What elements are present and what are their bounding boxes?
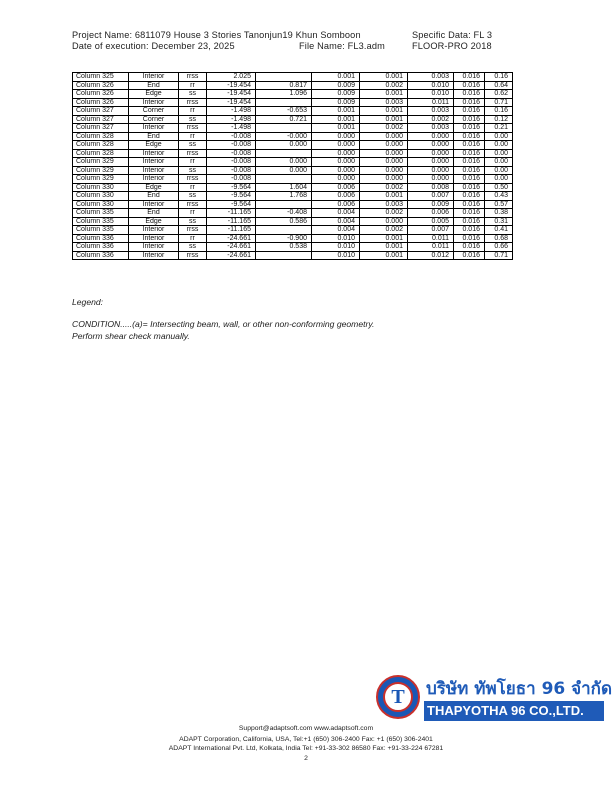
cell-stress-total: 0.007 — [408, 192, 454, 201]
specific-data: Specific Data: FL 3 — [412, 30, 493, 40]
cell-stress-b: 0.001 — [360, 73, 408, 82]
cell-factored-force: -9.564 — [207, 183, 256, 192]
cell-moment — [256, 175, 312, 184]
cell-stress-a: 0.000 — [312, 141, 360, 150]
page-number: 2 — [304, 755, 308, 762]
cell-moment: 0.586 — [256, 217, 312, 226]
cell-stress-a: 0.010 — [312, 251, 360, 260]
cell-column-id: Column 330 — [73, 192, 129, 201]
cell-moment — [256, 98, 312, 107]
cell-stress-total: 0.000 — [408, 132, 454, 141]
cell-factored-force: -0.008 — [207, 175, 256, 184]
cell-allowable: 0.016 — [454, 200, 485, 209]
cell-stress-a: 0.009 — [312, 98, 360, 107]
cell-column-id: Column 330 — [73, 200, 129, 209]
cell-moment — [256, 200, 312, 209]
cell-ratio: 0.64 — [485, 81, 513, 90]
cell-location: Interior — [129, 226, 179, 235]
legend-instruction: Perform shear check manually. — [72, 331, 190, 341]
cell-stress-b: 0.000 — [360, 132, 408, 141]
cell-ratio: 0.00 — [485, 166, 513, 175]
cell-factored-force: -0.008 — [207, 158, 256, 167]
cell-direction: ss — [179, 90, 207, 99]
cell-direction: rrss — [179, 124, 207, 133]
table-row — [73, 98, 513, 107]
cell-ratio: 0.50 — [485, 183, 513, 192]
cell-location: End — [129, 192, 179, 201]
cell-stress-b: 0.002 — [360, 209, 408, 218]
file-name: File Name: FL3.adm — [299, 41, 385, 51]
cell-direction: rrss — [179, 175, 207, 184]
cell-moment: 0.000 — [256, 141, 312, 150]
cell-direction: rr — [179, 132, 207, 141]
cell-direction: ss — [179, 243, 207, 252]
cell-location: Edge — [129, 90, 179, 99]
cell-ratio: 0.21 — [485, 124, 513, 133]
cell-location: Edge — [129, 141, 179, 150]
software-version: FLOOR-PRO 2018 — [412, 41, 492, 51]
cell-stress-total: 0.005 — [408, 217, 454, 226]
cell-allowable: 0.016 — [454, 124, 485, 133]
table-row — [73, 90, 513, 99]
table-row — [73, 107, 513, 116]
cell-location: Interior — [129, 243, 179, 252]
cell-stress-b: 0.001 — [360, 192, 408, 201]
cell-moment: 0.538 — [256, 243, 312, 252]
cell-moment — [256, 149, 312, 158]
table-row — [73, 217, 513, 226]
logo-emblem — [376, 675, 420, 719]
cell-column-id: Column 335 — [73, 226, 129, 235]
cell-location: Edge — [129, 183, 179, 192]
project-name: Project Name: 6811079 House 3 Stories Tanonjun19 Khun Somboon — [72, 30, 361, 40]
cell-ratio: 0.62 — [485, 90, 513, 99]
cell-stress-a: 0.004 — [312, 226, 360, 235]
cell-stress-b: 0.002 — [360, 226, 408, 235]
cell-stress-a: 0.010 — [312, 243, 360, 252]
cell-stress-a: 0.006 — [312, 183, 360, 192]
table-row — [73, 209, 513, 218]
cell-ratio: 0.57 — [485, 200, 513, 209]
cell-stress-b: 0.003 — [360, 98, 408, 107]
cell-stress-b: 0.001 — [360, 234, 408, 243]
cell-stress-a: 0.010 — [312, 234, 360, 243]
cell-ratio: 0.16 — [485, 73, 513, 82]
cell-stress-b: 0.002 — [360, 124, 408, 133]
table-row — [73, 73, 513, 82]
cell-factored-force: -24.661 — [207, 243, 256, 252]
cell-allowable: 0.016 — [454, 243, 485, 252]
table-row — [73, 183, 513, 192]
cell-direction: rr — [179, 81, 207, 90]
cell-moment: -0.653 — [256, 107, 312, 116]
cell-direction: rrss — [179, 98, 207, 107]
cell-stress-a: 0.000 — [312, 166, 360, 175]
cell-location: Interior — [129, 234, 179, 243]
cell-direction: rrss — [179, 149, 207, 158]
cell-column-id: Column 328 — [73, 149, 129, 158]
execution-date: Date of execution: December 23, 2025 — [72, 41, 235, 51]
cell-stress-total: 0.008 — [408, 183, 454, 192]
table-row — [73, 175, 513, 184]
cell-stress-a: 0.001 — [312, 73, 360, 82]
cell-direction: ss — [179, 192, 207, 201]
cell-stress-a: 0.001 — [312, 115, 360, 124]
cell-ratio: 0.41 — [485, 226, 513, 235]
cell-ratio: 0.00 — [485, 132, 513, 141]
cell-location: Interior — [129, 158, 179, 167]
cell-moment: 0.000 — [256, 158, 312, 167]
cell-stress-a: 0.001 — [312, 107, 360, 116]
cell-direction: rr — [179, 234, 207, 243]
cell-allowable: 0.016 — [454, 209, 485, 218]
cell-stress-a: 0.004 — [312, 217, 360, 226]
cell-allowable: 0.016 — [454, 158, 485, 167]
cell-location: Interior — [129, 73, 179, 82]
cell-stress-b: 0.000 — [360, 166, 408, 175]
cell-ratio: 0.71 — [485, 251, 513, 260]
cell-factored-force: 2.025 — [207, 73, 256, 82]
cell-column-id: Column 335 — [73, 217, 129, 226]
cell-allowable: 0.016 — [454, 183, 485, 192]
cell-allowable: 0.016 — [454, 90, 485, 99]
cell-column-id: Column 336 — [73, 234, 129, 243]
cell-stress-b: 0.000 — [360, 217, 408, 226]
cell-location: Interior — [129, 166, 179, 175]
cell-stress-total: 0.007 — [408, 226, 454, 235]
cell-moment: 0.817 — [256, 81, 312, 90]
cell-direction: rr — [179, 158, 207, 167]
cell-moment — [256, 124, 312, 133]
cell-stress-b: 0.000 — [360, 149, 408, 158]
cell-factored-force: -0.008 — [207, 166, 256, 175]
cell-stress-total: 0.003 — [408, 73, 454, 82]
cell-stress-total: 0.000 — [408, 166, 454, 175]
table-row — [73, 166, 513, 175]
cell-stress-b: 0.002 — [360, 81, 408, 90]
cell-allowable: 0.016 — [454, 175, 485, 184]
cell-stress-total: 0.011 — [408, 234, 454, 243]
cell-moment: 1.096 — [256, 90, 312, 99]
cell-stress-total: 0.000 — [408, 158, 454, 167]
cell-stress-a: 0.006 — [312, 192, 360, 201]
cell-stress-b: 0.002 — [360, 183, 408, 192]
cell-moment: 0.000 — [256, 166, 312, 175]
cell-location: Interior — [129, 98, 179, 107]
cell-location: Corner — [129, 115, 179, 124]
cell-ratio: 0.12 — [485, 115, 513, 124]
cell-stress-total: 0.006 — [408, 209, 454, 218]
results-table — [72, 72, 513, 260]
cell-factored-force: -1.498 — [207, 124, 256, 133]
cell-stress-total: 0.009 — [408, 200, 454, 209]
cell-stress-b: 0.003 — [360, 200, 408, 209]
cell-factored-force: -11.165 — [207, 217, 256, 226]
cell-ratio: 0.00 — [485, 175, 513, 184]
cell-direction: rrss — [179, 251, 207, 260]
cell-location: End — [129, 81, 179, 90]
logo-initial: T — [391, 686, 405, 708]
cell-column-id: Column 328 — [73, 141, 129, 150]
cell-stress-b: 0.000 — [360, 141, 408, 150]
cell-stress-a: 0.004 — [312, 209, 360, 218]
cell-column-id: Column 327 — [73, 107, 129, 116]
cell-allowable: 0.016 — [454, 234, 485, 243]
table-row — [73, 251, 513, 260]
cell-stress-b: 0.001 — [360, 90, 408, 99]
cell-stress-total: 0.011 — [408, 98, 454, 107]
legend-title: Legend: — [72, 297, 104, 307]
cell-column-id: Column 329 — [73, 158, 129, 167]
cell-stress-total: 0.011 — [408, 243, 454, 252]
logo-thai-name: บริษัท ทัพโยธา 96 จำกัด — [426, 679, 612, 699]
cell-location: Interior — [129, 175, 179, 184]
cell-stress-total: 0.002 — [408, 115, 454, 124]
cell-factored-force: -11.165 — [207, 226, 256, 235]
footer-address-india: ADAPT International Pvt. Ltd, Kolkata, India Tel: +91-33-302 86580 Fax: +91-33-224 67281 — [168, 745, 444, 752]
cell-stress-total: 0.010 — [408, 90, 454, 99]
cell-factored-force: -19.454 — [207, 98, 256, 107]
cell-ratio: 0.68 — [485, 234, 513, 243]
cell-location: Interior — [129, 200, 179, 209]
cell-stress-a: 0.006 — [312, 200, 360, 209]
cell-allowable: 0.016 — [454, 98, 485, 107]
cell-factored-force: -1.498 — [207, 115, 256, 124]
cell-stress-total: 0.003 — [408, 107, 454, 116]
cell-ratio: 0.38 — [485, 209, 513, 218]
cell-factored-force: -19.454 — [207, 81, 256, 90]
cell-factored-force: -9.564 — [207, 200, 256, 209]
cell-ratio: 0.00 — [485, 149, 513, 158]
table-row — [73, 124, 513, 133]
cell-location: Interior — [129, 124, 179, 133]
cell-moment: 1.768 — [256, 192, 312, 201]
cell-ratio: 0.16 — [485, 107, 513, 116]
cell-column-id: Column 328 — [73, 132, 129, 141]
cell-direction: ss — [179, 217, 207, 226]
table-row — [73, 200, 513, 209]
cell-factored-force: -24.661 — [207, 234, 256, 243]
cell-column-id: Column 327 — [73, 115, 129, 124]
cell-ratio: 0.71 — [485, 98, 513, 107]
cell-column-id: Column 326 — [73, 81, 129, 90]
cell-allowable: 0.016 — [454, 149, 485, 158]
legend-condition: CONDITION.....(a)= Intersecting beam, wall, or other non-conforming geometry. — [72, 319, 375, 329]
cell-moment: 0.721 — [256, 115, 312, 124]
cell-stress-a: 0.009 — [312, 90, 360, 99]
cell-column-id: Column 330 — [73, 183, 129, 192]
cell-stress-b: 0.001 — [360, 251, 408, 260]
cell-direction: rrss — [179, 200, 207, 209]
cell-direction: ss — [179, 115, 207, 124]
cell-stress-total: 0.000 — [408, 175, 454, 184]
cell-direction: rrss — [179, 73, 207, 82]
cell-column-id: Column 325 — [73, 73, 129, 82]
cell-allowable: 0.016 — [454, 217, 485, 226]
cell-column-id: Column 335 — [73, 209, 129, 218]
cell-moment: -0.000 — [256, 132, 312, 141]
cell-moment: -0.408 — [256, 209, 312, 218]
table-row — [73, 226, 513, 235]
cell-location: Corner — [129, 107, 179, 116]
cell-allowable: 0.016 — [454, 107, 485, 116]
cell-location: Interior — [129, 149, 179, 158]
cell-stress-total: 0.003 — [408, 124, 454, 133]
cell-allowable: 0.016 — [454, 226, 485, 235]
cell-factored-force: -24.661 — [207, 251, 256, 260]
cell-allowable: 0.016 — [454, 141, 485, 150]
company-logo — [376, 673, 612, 729]
cell-stress-a: 0.000 — [312, 158, 360, 167]
cell-ratio: 0.66 — [485, 243, 513, 252]
cell-factored-force: -11.165 — [207, 209, 256, 218]
header — [0, 30, 612, 54]
cell-stress-b: 0.000 — [360, 158, 408, 167]
table-row — [73, 149, 513, 158]
cell-factored-force: -9.564 — [207, 192, 256, 201]
cell-column-id: Column 336 — [73, 251, 129, 260]
cell-moment — [256, 73, 312, 82]
table-row — [73, 243, 513, 252]
cell-stress-total: 0.010 — [408, 81, 454, 90]
table-row — [73, 158, 513, 167]
cell-column-id: Column 326 — [73, 98, 129, 107]
cell-direction: ss — [179, 166, 207, 175]
cell-stress-total: 0.000 — [408, 141, 454, 150]
cell-stress-b: 0.001 — [360, 107, 408, 116]
table-row — [73, 132, 513, 141]
cell-allowable: 0.016 — [454, 73, 485, 82]
cell-ratio: 0.43 — [485, 192, 513, 201]
cell-allowable: 0.016 — [454, 166, 485, 175]
cell-location: Interior — [129, 251, 179, 260]
cell-factored-force: -0.008 — [207, 149, 256, 158]
cell-column-id: Column 329 — [73, 166, 129, 175]
cell-direction: rr — [179, 183, 207, 192]
cell-moment — [256, 251, 312, 260]
cell-moment — [256, 226, 312, 235]
table-row — [73, 234, 513, 243]
cell-stress-b: 0.001 — [360, 243, 408, 252]
cell-stress-a: 0.000 — [312, 149, 360, 158]
cell-location: End — [129, 209, 179, 218]
cell-ratio: 0.00 — [485, 158, 513, 167]
cell-stress-a: 0.001 — [312, 124, 360, 133]
cell-column-id: Column 329 — [73, 175, 129, 184]
table-row — [73, 192, 513, 201]
cell-stress-total: 0.012 — [408, 251, 454, 260]
cell-factored-force: -19.454 — [207, 90, 256, 99]
cell-allowable: 0.016 — [454, 115, 485, 124]
table-row — [73, 115, 513, 124]
table-row — [73, 81, 513, 90]
footer-contact: Support@adaptsoft.com www.adaptsoft.com — [238, 725, 374, 732]
cell-stress-b: 0.000 — [360, 175, 408, 184]
cell-ratio: 0.31 — [485, 217, 513, 226]
cell-location: End — [129, 132, 179, 141]
cell-allowable: 0.016 — [454, 192, 485, 201]
cell-allowable: 0.016 — [454, 251, 485, 260]
cell-location: Edge — [129, 217, 179, 226]
cell-factored-force: -0.008 — [207, 132, 256, 141]
cell-stress-a: 0.000 — [312, 132, 360, 141]
cell-allowable: 0.016 — [454, 132, 485, 141]
cell-moment: -0.900 — [256, 234, 312, 243]
cell-stress-b: 0.001 — [360, 115, 408, 124]
cell-factored-force: -0.008 — [207, 141, 256, 150]
cell-column-id: Column 326 — [73, 90, 129, 99]
cell-column-id: Column 336 — [73, 243, 129, 252]
cell-direction: rr — [179, 209, 207, 218]
cell-stress-total: 0.000 — [408, 149, 454, 158]
cell-direction: rrss — [179, 226, 207, 235]
cell-column-id: Column 327 — [73, 124, 129, 133]
cell-stress-a: 0.000 — [312, 175, 360, 184]
cell-moment: 1.604 — [256, 183, 312, 192]
cell-allowable: 0.016 — [454, 81, 485, 90]
results-table-body — [73, 73, 513, 260]
cell-ratio: 0.00 — [485, 141, 513, 150]
logo-english-name: THAPYOTHA 96 CO.,LTD. — [424, 701, 604, 721]
cell-stress-a: 0.009 — [312, 81, 360, 90]
cell-factored-force: -1.498 — [207, 107, 256, 116]
table-row — [73, 141, 513, 150]
cell-direction: ss — [179, 141, 207, 150]
cell-direction: rr — [179, 107, 207, 116]
footer-address-usa: ADAPT Corporation, California, USA, Tel:+1 (650) 306-2400 Fax: +1 (650) 306-2401 — [179, 736, 433, 743]
